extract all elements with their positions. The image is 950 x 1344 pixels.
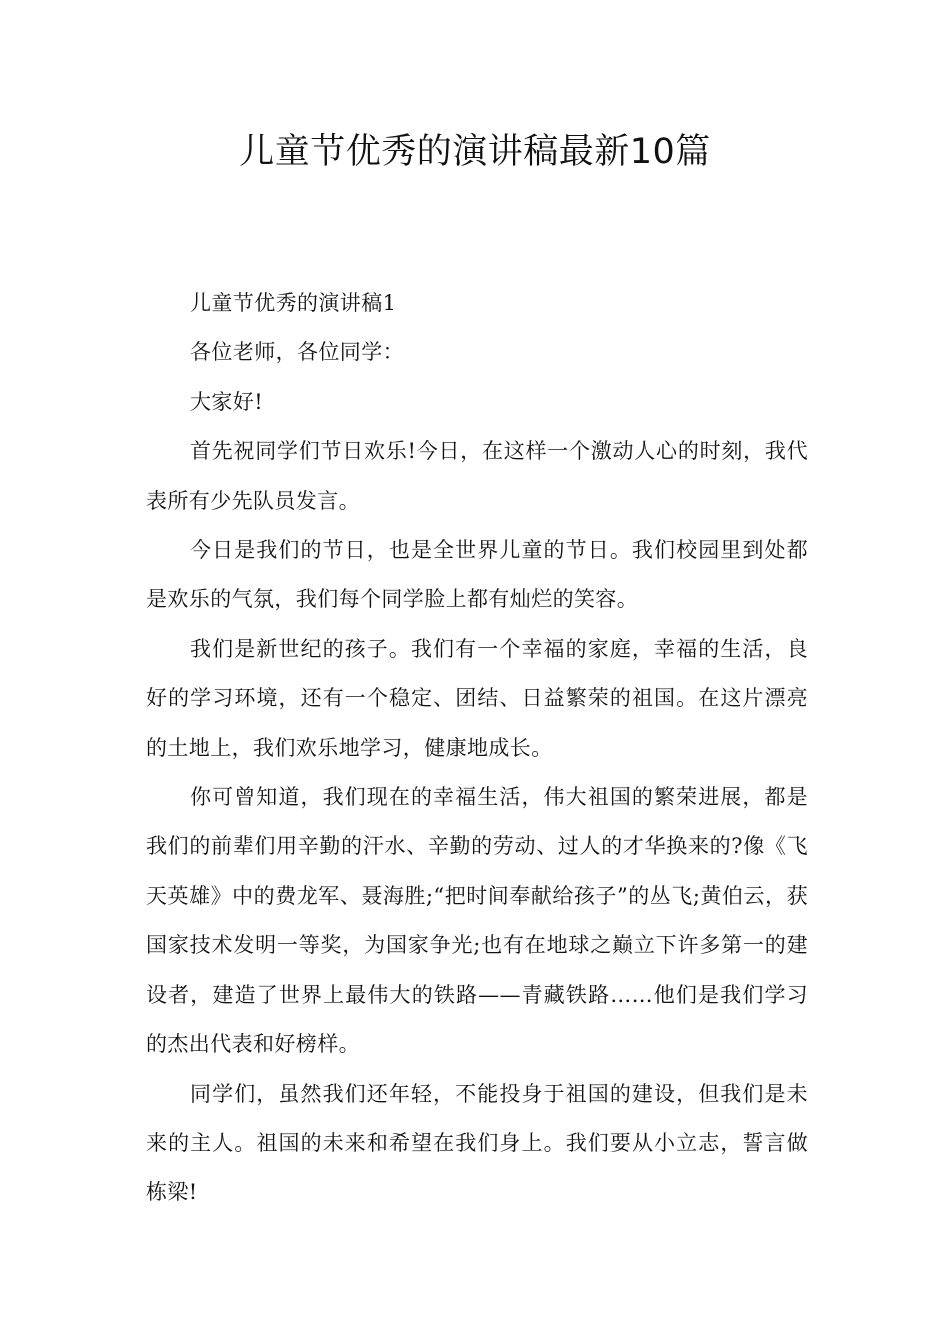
paragraph: 你可曾知道，我们现在的幸福生活，伟大祖国的繁荣进展，都是我们的前辈们用辛勤的汗水、辛勤的劳动、过人的才华换来的?像《飞天英雄》中的费龙军、聂海胜;“把时间奉献给孩子”的丛飞;黄伯云，获国家技术发明一等奖，为国家争光;也有在地球之巅立下许多第一的建设者，建造了世界上最伟大的铁路——青藏铁路……他们是我们学习的杰出代表和好榜样。: [146, 785, 808, 1057]
paragraph-greeting: 大家好!: [190, 389, 264, 414]
paragraph: 今日是我们的节日，也是全世界儿童的节日。我们校园里到处都是欢乐的气氛，我们每个同学脸上都有灿烂的笑容。: [146, 538, 808, 612]
paragraph: 我们是新世纪的孩子。我们有一个幸福的家庭，幸福的生活，良好的学习环境，还有一个稳定、团结、日益繁荣的祖国。在这片漂亮的土地上，我们欢乐地学习，健康地成长。: [146, 636, 808, 760]
paragraph: 同学们，虽然我们还年轻，不能投身于祖国的建设，但我们是未来的主人。祖国的未来和希望在我们身上。我们要从小立志，誓言做栋梁!: [146, 1081, 808, 1205]
paragraph-salutation: 各位老师，各位同学：: [190, 340, 404, 365]
paragraph-speech-heading: 儿童节优秀的演讲稿1: [190, 291, 397, 315]
document-body: [146, 279, 808, 1218]
paragraph: 首先祝同学们节日欢乐!今日，在这样一个激动人心的时刻，我代表所有少先队员发言。: [146, 439, 808, 513]
document-title: 儿童节优秀的演讲稿最新10篇: [239, 132, 711, 172]
